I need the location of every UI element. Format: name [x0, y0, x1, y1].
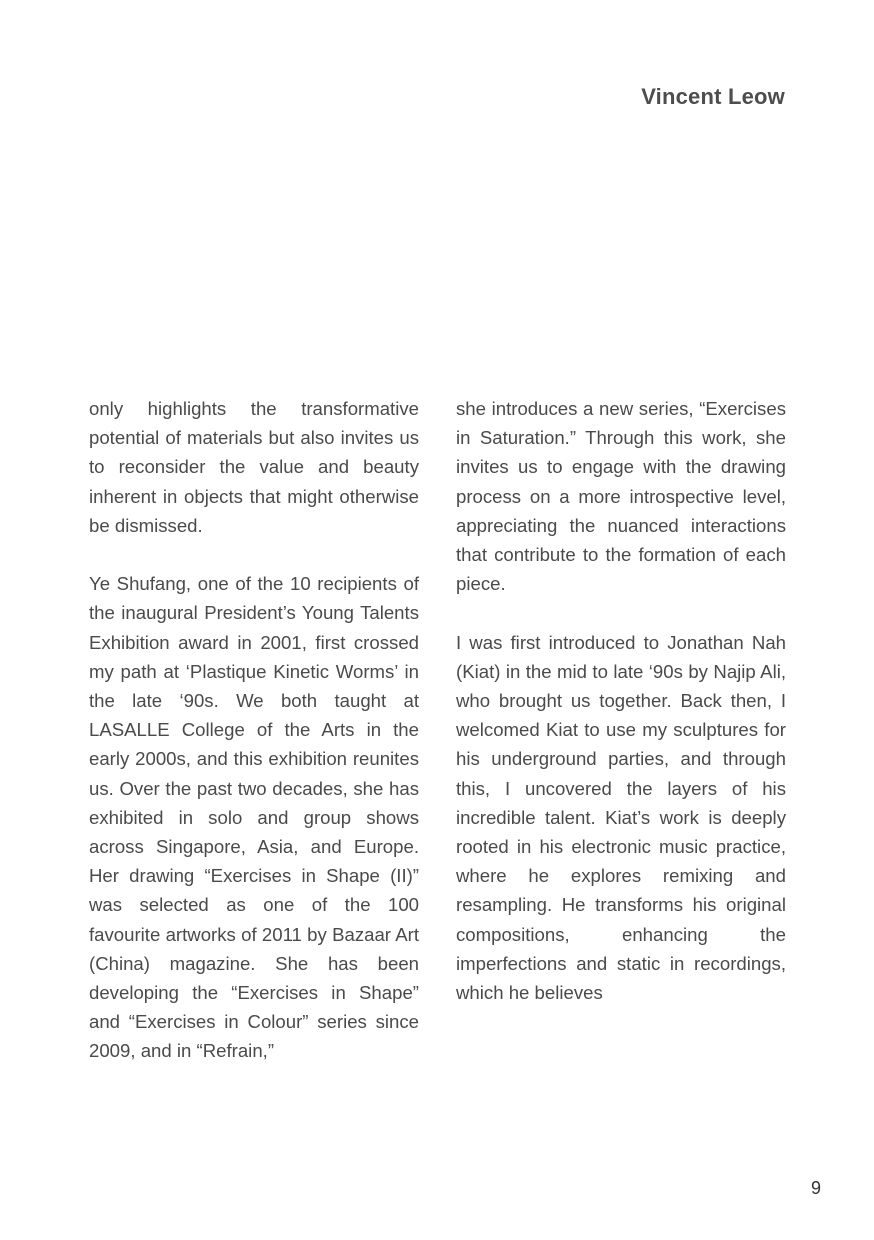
page-number: 9	[810, 1178, 821, 1198]
text-column-left	[89, 394, 419, 1066]
paragraph: only highlights the transformative potential of materials but also invites us to reconsider the value and beauty inherent in objects that might otherwise be dismissed.	[89, 398, 419, 536]
paragraph: Ye Shufang, one of the 10 recipients of the inaugural President’s Young Talents Exhibition award in 2001, first crossed my path at ‘Plastique Kinetic Worms’ in the late ‘90s. We both taught at LASALLE College of the Arts in the early 2000s, and this exhibition reunites us. Over the past two decades, she has exhibited in solo and group shows across Singapore, Asia, and Europe. Her drawing “Exercises in Shape (II)” was selected as one of the 100 favourite artworks of 2011 by Bazaar Art (China) magazine. She has been developing the “Exercises in Shape” and “Exercises in Colour” series since 2009, and in “Refrain,”	[89, 573, 419, 1062]
paragraph: she introduces a new series, “Exercises in Saturation.” Through this work, she invites us to engage with the drawing process on a more introspective level, appreciating the nuanced interactions that contribute to the formation of each piece.	[456, 398, 786, 595]
author-name-header: Vincent Leow	[641, 84, 785, 109]
text-column-right	[456, 394, 786, 1007]
paragraph: I was first introduced to Jonathan Nah (Kiat) in the mid to late ‘90s by Najip Ali, who brought us together. Back then, I welcomed Kiat to use my sculptures for his underground parties, and through this, I uncovered the layers of his incredible talent. Kiat’s work is deeply rooted in his electronic music practice, where he explores remixing and resampling. He transforms his original compositions, enhancing the imperfections and static in recordings, which he believes	[456, 631, 786, 1004]
